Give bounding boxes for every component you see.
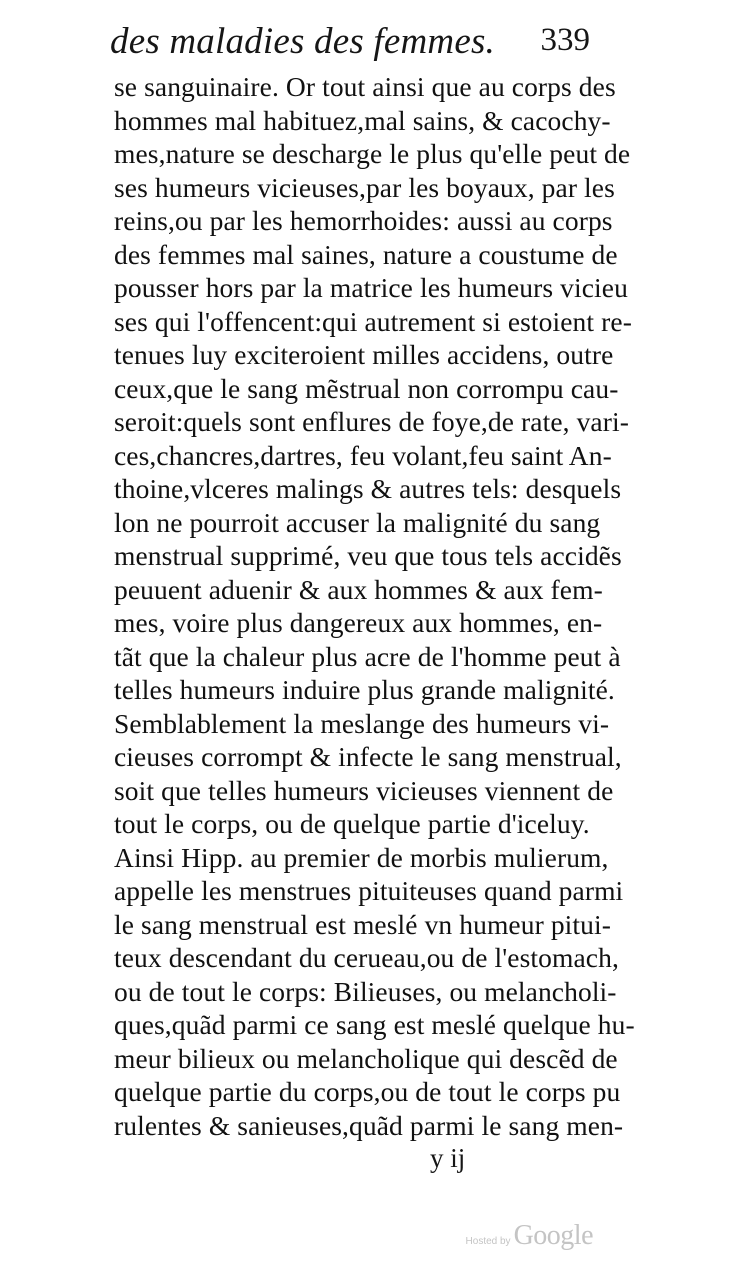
hosted-by-google-watermark bbox=[466, 1220, 593, 1252]
text-line: seroit:quels sont enflures de foye,de rate, vari- bbox=[114, 406, 629, 437]
text-line: soit que telles humeurs vicieuses viennent de bbox=[114, 774, 614, 806]
text-line: hommes mal habituez,mal sains, & cacochy- bbox=[114, 104, 611, 136]
running-title: des maladies des femmes. bbox=[110, 21, 496, 62]
text-line: Ainsi Hipp. au premier de morbis mulierum, bbox=[114, 841, 609, 873]
text-line: rulentes & sanieuses,quãd parmi le sang men- bbox=[114, 1109, 624, 1141]
text-line: teux descendant du cerueau,ou de l'estomach, bbox=[114, 942, 619, 973]
text-line: ou de tout le corps: Bilieuses, ou melancholi- bbox=[114, 975, 617, 1007]
text-line: se sanguinaire. Or tout ainsi que au corps des bbox=[114, 71, 616, 102]
text-line: meur bilieux ou melancholique qui descẽd de bbox=[114, 1042, 618, 1074]
text-line: menstrual supprimé, veu que tous tels accidẽs bbox=[114, 540, 622, 571]
text-line: reins,ou par les hemorrhoides: aussi au corps bbox=[114, 205, 613, 236]
signature-mark: y ij bbox=[430, 1143, 466, 1173]
text-line: ces,chancres,dartres, feu volant,feu saint An- bbox=[114, 439, 612, 471]
body-text bbox=[114, 70, 635, 1142]
text-line: tout le corps, ou de quelque partie d'iceluy. bbox=[114, 808, 590, 839]
text-line: ses humeurs vicieuses,par les boyaux, par les bbox=[114, 171, 615, 203]
text-line: quelque partie du corps,ou de tout le corps pu bbox=[114, 1076, 621, 1107]
text-line: des femmes mal saines, nature a coustume de bbox=[114, 238, 618, 270]
text-line: lon ne pourroit accuser la malignité du sang bbox=[114, 506, 601, 538]
watermark-prefix: Hosted by bbox=[465, 1236, 511, 1247]
text-line: cieuses corrompt & infecte le sang menstrual, bbox=[114, 741, 622, 772]
text-line: mes,nature se descharge le plus qu'elle peut de bbox=[114, 138, 631, 169]
text-line: tenues luy exciteroient milles accidens, outre bbox=[114, 339, 614, 370]
text-line: pousser hors par la matrice les humeurs vicieu bbox=[114, 272, 628, 303]
text-line: peuuent aduenir & aux hommes & aux fem- bbox=[114, 573, 603, 605]
text-line: ses qui l'offencent:qui autrement si estoient re- bbox=[114, 305, 632, 337]
text-line: ceux,que le sang mẽstrual non corrompu cau- bbox=[114, 372, 619, 404]
text-line: telles humeurs induire plus grande malignité. bbox=[114, 674, 615, 705]
text-line: tãt que la chaleur plus acre de l'homme peut à bbox=[114, 640, 621, 672]
text-line: appelle les menstrues pituiteuses quand parmi bbox=[114, 875, 624, 906]
text-line: Semblablement la meslange des humeurs vi- bbox=[114, 707, 610, 739]
google-logo: Google bbox=[513, 1220, 593, 1251]
text-line: thoine,vlceres malings & autres tels: desquels bbox=[114, 473, 622, 504]
text-line: ques,quãd parmi ce sang est meslé quelque hu- bbox=[114, 1009, 635, 1040]
page-number: 339 bbox=[540, 22, 590, 58]
running-head bbox=[110, 20, 590, 70]
text-line: le sang menstrual est meslé vn humeur pitui- bbox=[114, 908, 611, 940]
text-line: mes, voire plus dangereux aux hommes, en- bbox=[114, 607, 603, 638]
